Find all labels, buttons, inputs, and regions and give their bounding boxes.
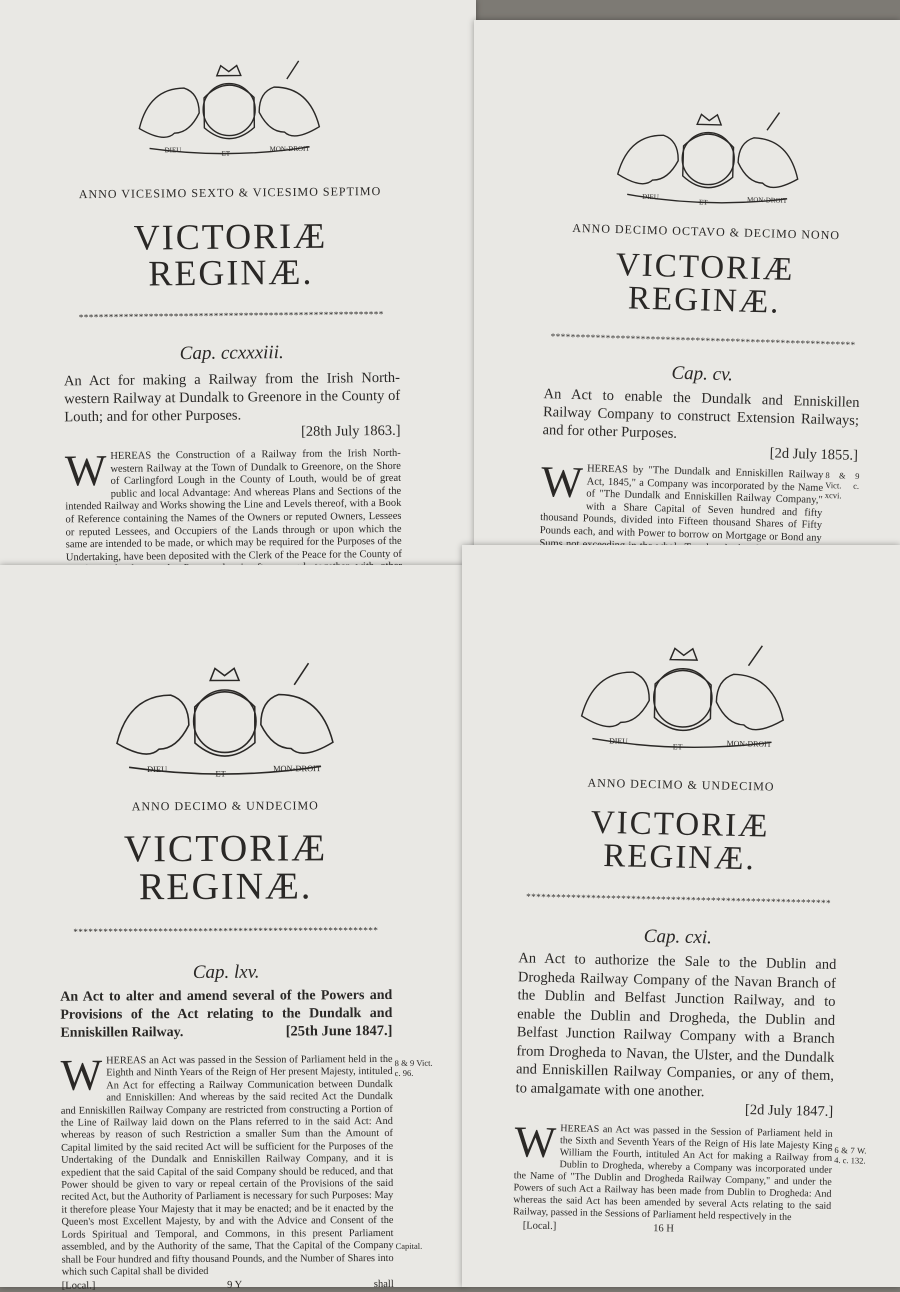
page-title: VICTORIÆ REGINÆ. xyxy=(59,829,391,907)
royal-coat-of-arms-icon xyxy=(542,637,824,755)
motto-mon-droit: MON·DROIT xyxy=(747,196,788,205)
preamble-body: HEREAS by "The Dundalk and Enniskillen Railway Act, 1845," a Company was incorporated by the Name of "The Dundalk and Enniskillen Railway Company," with a Share Capital of Seven hundred and fifty thousand Pounds, divided into Fifteen thousand Shares of Fifty Pounds each, and with Power to borrow on Mortgage or Bond any Sums xyxy=(539,463,824,576)
ornamental-rule: ************************************************************* xyxy=(545,331,861,350)
act-date: [2d July 1847.] xyxy=(515,1097,833,1121)
chapter-number: Cap. ccxxxiii. xyxy=(64,341,400,367)
footer-signature: 16 H xyxy=(653,1223,674,1234)
ornamental-rule: ************************************************************* xyxy=(60,925,392,937)
motto-et: ET xyxy=(673,742,683,751)
act-title: An Act for making a Railway from the Irish North-western Railway at Dundalk to Greenore in the County of Louth; and for other Purposes. xyxy=(64,369,401,427)
document-page-4 xyxy=(462,545,900,1287)
chapter-number: Cap. lxv. xyxy=(60,961,392,985)
chapter-number: Cap. cv. xyxy=(544,359,860,390)
footer-local: [Local.] xyxy=(62,1281,96,1292)
motto-dieu: DIEU xyxy=(609,736,628,745)
royal-coat-of-arms-icon xyxy=(587,103,830,210)
royal-coat-of-arms-icon xyxy=(74,658,375,780)
drop-cap: W xyxy=(61,1057,103,1093)
regnal-year: ANNO VICESIMO SEXTO & VICESIMO SEPTIMO xyxy=(62,184,398,203)
document-page-3 xyxy=(0,565,465,1287)
document-page-1 xyxy=(0,0,476,575)
ornamental-rule: ************************************************************* xyxy=(520,891,838,908)
page-title: VICTORIÆ REGINÆ. xyxy=(520,805,839,878)
motto-et: ET xyxy=(699,198,708,206)
regnal-year: ANNO DECIMO & UNDECIMO xyxy=(59,798,391,815)
preamble-text xyxy=(61,1054,394,1279)
preamble-body: HEREAS an Act was passed in the Session of Parliament held in the Sixth and Seventh Years of the Reign of His late Majesty King William the Fourth, intituled An Act for making a Railway from Dublin to Drogheda, whereby a Company was incorporated under the Name of "The Dublin and Drogheda Railway Company," and under the Powers of such Act a Railway has been made from Dublin to Drogheda: And whereas the said Act has been amended by several Acts relating to the said Railway, passed in the Sessions of Parliament held respectively in the xyxy=(513,1123,833,1223)
footer-catchword: shall xyxy=(374,1279,394,1290)
motto-dieu: DIEU xyxy=(165,146,182,154)
ornamental-rule: ************************************************************* xyxy=(63,309,399,323)
motto-et: ET xyxy=(215,769,225,778)
motto-et: ET xyxy=(222,150,231,158)
motto-mon-droit: MON·DROIT xyxy=(270,145,311,153)
regnal-year: ANNO DECIMO OCTAVO & DECIMO NONO xyxy=(548,220,864,244)
motto-dieu: DIEU xyxy=(147,765,167,774)
page-title: VICTORIÆ REGINÆ. xyxy=(62,217,399,293)
regnal-year: ANNO DECIMO & UNDECIMO xyxy=(522,774,840,796)
drop-cap: W xyxy=(514,1124,556,1161)
chapter-number: Cap. cxi. xyxy=(519,923,837,952)
act-title: An Act to alter and amend several of the Powers and Provisions of the Act relating to the Dundalk and Enniskillen Railway. xyxy=(60,987,392,1043)
margin-note: 8 & 9 Vict. c. 96. xyxy=(395,1058,433,1078)
document-page-2 xyxy=(474,20,900,580)
preamble-text xyxy=(513,1122,833,1225)
footer-local: [Local.] xyxy=(523,1220,557,1232)
motto-mon-droit: MON·DROIT xyxy=(273,764,321,773)
preamble-body: HEREAS an Act was passed in the Session of Parliament held in the Eighth and Ninth Years of the Reign of Her present Majesty, intituled An Act for effecting a Railway Communication between Dundalk and Enniskillen: And whereas by the said recited Act the Dundalk and Enniskillen Railway Company are restricted from constructing a Portion of the Line of Railway laid down on the Plans referred to in the said Act: And whereas by reason of such Restriction a smaller Sum than the Amount of Capital limited by the said recited Act will be sufficient for the Purposes of the Undertaking of the Dundalk and Enniskillen Railway Company, and it is expedient that the said Capital of the said Company should be reduced, and that Power should be given to vary or repeal certain of the Provisions of the said recited Act, but the Authority of Parliament is necessary for such Purposes: May it therefore please Your Majesty that it may be enacted; and be it enacted by the Queen's most Excellent Majesty, by and with the Advice and Consent of the Lords Spiritual and Temporal, and Commons, in this present Parliament assembled, and by the Authority of the same, That the Capital of the Company shall be Four hundred and fifty thousand Pounds, and the Number of Shares into which such Capital shall be divided xyxy=(61,1054,394,1278)
motto-dieu: DIEU xyxy=(642,193,659,201)
margin-note-capital: Capital. xyxy=(396,1241,434,1251)
act-date: [28th July 1863.] xyxy=(64,423,400,444)
royal-coat-of-arms-icon xyxy=(109,56,350,159)
act-title: An Act to enable the Dundalk and Enniskillen Railway Company to construct Extension Railways; and for other Purposes. xyxy=(542,385,859,448)
preamble-body: HEREAS the Construction of a Railway from the Irish North-western Railway at the Town of Dundalk to Greenore, on the Shore of Carlingford Lough in the County of Louth, would be of great public and local Advantage: And whereas Plans and Sections of the intended Railway and Works showing the Line and Levels thereof, with a Book of Reference containing the Names of the Owners or reputed Owners, Lessees or reputed Lessees, and Occupiers of the Lands through or upon which the same are intended to be made, or which may be required for the Purposes of the Undertaking, have been deposited with the Clerk of the Peace for the County of xyxy=(65,448,402,588)
motto-mon-droit: MON·DROIT xyxy=(727,739,772,749)
act-title: An Act to authorize the Sale to the Dublin and Drogheda Railway Company of the Navan Branch of the Dublin and Belfast Junction Railway, and to enable the Dublin and Drogheda, the Dublin and Belfast Junction Railway Company with a Branch from Drogheda to Navan, the Ulster, and the Dundalk and Enniskillen Railway Companies, or any of them, to amalgamate with one another. xyxy=(515,949,836,1104)
margin-note: 6 & 7 W. 4. c. 132. xyxy=(834,1145,866,1166)
footer-signature: 9 Y xyxy=(227,1280,242,1291)
page-title: VICTORIÆ REGINÆ. xyxy=(546,247,864,322)
page-footer xyxy=(62,1279,394,1292)
act-date: [2d July 1855.] xyxy=(542,439,858,465)
margin-note: 8 & 9 Vict. c. xcvi. xyxy=(825,470,860,501)
drop-cap: W xyxy=(65,453,107,489)
drop-cap: W xyxy=(541,464,584,501)
act-date: [25th June 1847.] xyxy=(60,1023,392,1042)
